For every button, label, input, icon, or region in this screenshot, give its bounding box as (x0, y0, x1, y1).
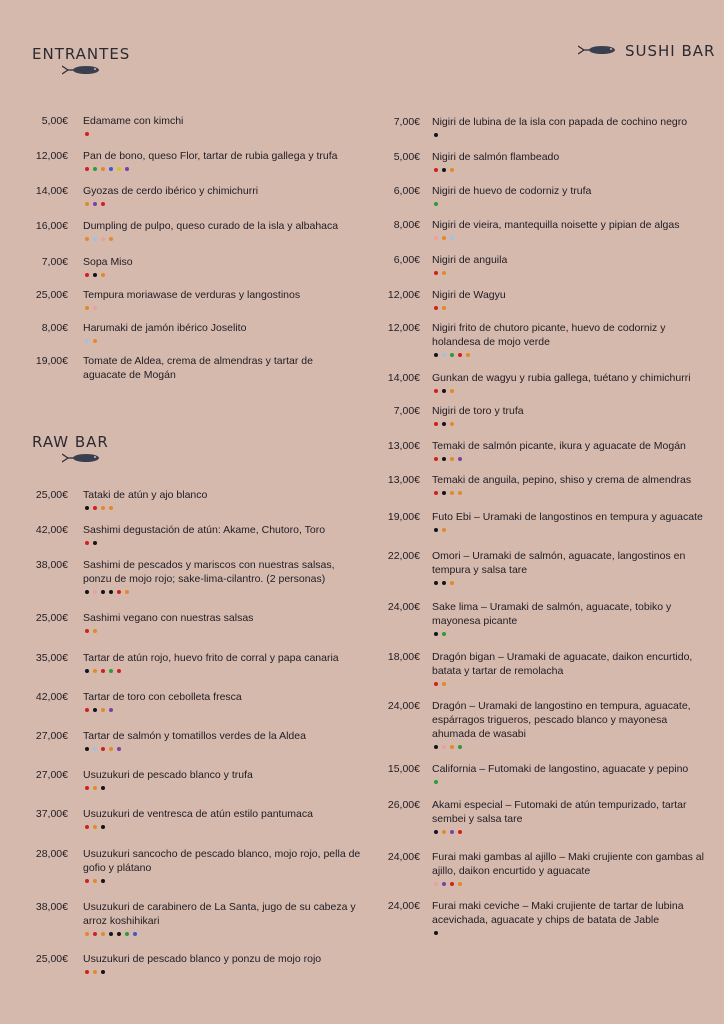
menu-item-price: 24,00€ (387, 700, 420, 712)
menu-item-price: 38,00€ (35, 559, 68, 571)
menu-item-price: 26,00€ (387, 799, 420, 811)
entrantes-title: ENTRANTES (32, 45, 131, 63)
menu-item-price: 5,00€ (41, 115, 68, 127)
allergen-dot-icon (442, 353, 446, 357)
allergen-dot-icon (93, 786, 97, 790)
menu-item-price: 7,00€ (393, 116, 420, 128)
allergen-dot-icon (109, 167, 113, 171)
allergen-dots (85, 747, 121, 751)
menu-item-name: Furai maki gambas al ajillo – Maki crujiente con gambas al ajillo, daikon encurtido y aguacate (432, 851, 704, 877)
allergen-dots (85, 202, 105, 206)
allergen-dot-icon (434, 528, 438, 532)
menu-item-price: 8,00€ (41, 322, 68, 334)
menu-item-name: Tartar de toro con cebolleta fresca (83, 691, 242, 703)
allergen-dot-icon (109, 506, 113, 510)
allergen-dots (434, 168, 454, 172)
allergen-dot-icon (101, 237, 105, 241)
allergen-dot-icon (434, 682, 438, 686)
allergen-dot-icon (450, 168, 454, 172)
allergen-dot-icon (101, 786, 105, 790)
allergen-dot-icon (101, 932, 105, 936)
allergen-dot-icon (117, 932, 121, 936)
menu-item-name: Futo Ebi – Uramaki de langostinos en tempura y aguacate (432, 511, 703, 523)
allergen-dot-icon (109, 237, 113, 241)
allergen-dot-icon (434, 632, 438, 636)
allergen-dot-icon (450, 422, 454, 426)
allergen-dot-icon (434, 830, 438, 834)
allergen-dots (434, 581, 454, 585)
menu-item-price: 16,00€ (35, 220, 68, 232)
allergen-dot-icon (85, 132, 89, 136)
allergen-dot-icon (101, 825, 105, 829)
menu-item-name: Usuzukuri de ventresca de atún estilo pantumaca (83, 808, 313, 820)
menu-item-price: 42,00€ (35, 524, 68, 536)
allergen-dot-icon (442, 168, 446, 172)
allergen-dots (434, 682, 446, 686)
menu-item-price: 28,00€ (35, 848, 68, 860)
allergen-dot-icon (109, 747, 113, 751)
allergen-dot-icon (458, 457, 462, 461)
allergen-dot-icon (434, 133, 438, 137)
menu-item-price: 37,00€ (35, 808, 68, 820)
menu-item-name: Tempura moriawase de verduras y langostinos (83, 289, 301, 301)
allergen-dot-icon (85, 669, 89, 673)
fish-icon (578, 44, 618, 56)
menu-item-name: Sashimi degustación de atún: Akame, Chutoro, Toro (83, 524, 326, 536)
allergen-dot-icon (93, 970, 97, 974)
allergen-dots (434, 271, 446, 275)
allergen-dot-icon (434, 491, 438, 495)
allergen-dots (434, 306, 446, 310)
allergen-dot-icon (450, 882, 454, 886)
menu-item-price: 25,00€ (35, 953, 68, 965)
menu-item-name: Nigiri de lubina de la isla con papada de cochino negro (432, 116, 688, 128)
allergen-dots (434, 745, 462, 749)
allergen-dot-icon (101, 970, 105, 974)
menu-item-name: Nigiri de salmón flambeado (432, 151, 560, 163)
menu-item-name: Sopa Miso (83, 256, 133, 268)
allergen-dot-icon (442, 632, 446, 636)
allergen-dot-icon (85, 167, 89, 171)
menu-item-price: 25,00€ (35, 612, 68, 624)
allergen-dot-icon (442, 581, 446, 585)
allergen-dots (85, 167, 129, 171)
menu-item-price: 38,00€ (35, 901, 68, 913)
allergen-dot-icon (85, 932, 89, 936)
allergen-dot-icon (434, 931, 438, 935)
allergen-dot-icon (450, 830, 454, 834)
allergen-dot-icon (85, 786, 89, 790)
menu-item-name: Temaki de salmón picante, ikura y aguacate de Mogán (432, 440, 686, 452)
allergen-dot-icon (93, 825, 97, 829)
allergen-dot-icon (125, 590, 129, 594)
menu-item-price: 27,00€ (35, 769, 68, 781)
allergen-dots (85, 708, 113, 712)
allergen-dot-icon (93, 541, 97, 545)
menu-item-price: 42,00€ (35, 691, 68, 703)
allergen-dot-icon (117, 167, 121, 171)
allergen-dots (434, 236, 454, 240)
allergen-dots (434, 491, 462, 495)
menu-item-name: Sake lima – Uramaki de salmón, aguacate, tobiko y mayonesa picante (432, 601, 672, 627)
allergen-dot-icon (450, 491, 454, 495)
allergen-dot-icon (442, 528, 446, 532)
menu-item-name: Nigiri de huevo de codorniz y trufa (432, 185, 592, 197)
allergen-dot-icon (133, 932, 137, 936)
allergen-dot-icon (442, 830, 446, 834)
allergen-dot-icon (434, 422, 438, 426)
allergen-dots (85, 339, 97, 343)
allergen-dot-icon (85, 237, 89, 241)
menu-item-price: 18,00€ (387, 651, 420, 663)
allergen-dot-icon (93, 167, 97, 171)
allergen-dot-icon (434, 745, 438, 749)
allergen-dot-icon (85, 629, 89, 633)
allergen-dots (434, 353, 470, 357)
allergen-dots (85, 306, 97, 310)
allergen-dot-icon (85, 590, 89, 594)
menu-item-price: 12,00€ (387, 322, 420, 334)
allergen-dots (434, 780, 438, 784)
allergen-dot-icon (450, 457, 454, 461)
allergen-dot-icon (442, 306, 446, 310)
allergen-dot-icon (434, 457, 438, 461)
allergen-dot-icon (458, 830, 462, 834)
allergen-dot-icon (93, 506, 97, 510)
allergen-dots (85, 786, 105, 790)
menu-item-price: 13,00€ (387, 440, 420, 452)
menu-item-name: Nigiri de toro y trufa (432, 405, 524, 417)
menu-item-name: Pan de bono, queso Flor, tartar de rubia gallega y trufa (83, 150, 338, 162)
menu-item-name: Nigiri de anguila (432, 254, 508, 266)
allergen-dot-icon (93, 273, 97, 277)
menu-item-price: 12,00€ (35, 150, 68, 162)
allergen-dot-icon (450, 353, 454, 357)
allergen-dot-icon (93, 237, 97, 241)
allergen-dot-icon (85, 541, 89, 545)
menu-item-price: 24,00€ (387, 851, 420, 863)
allergen-dot-icon (458, 491, 462, 495)
menu-item-price: 8,00€ (393, 219, 420, 231)
menu-item-name: Usuzukuri de pescado blanco y ponzu de mojo rojo (83, 953, 322, 965)
allergen-dot-icon (93, 932, 97, 936)
allergen-dots (85, 970, 105, 974)
allergen-dot-icon (109, 590, 113, 594)
menu-item-price: 25,00€ (35, 489, 68, 501)
allergen-dots (434, 202, 438, 206)
allergen-dot-icon (442, 271, 446, 275)
menu-item-name: Tartar de atún rojo, huevo frito de corral y papa canaria (83, 652, 339, 664)
allergen-dot-icon (434, 271, 438, 275)
allergen-dot-icon (109, 932, 113, 936)
allergen-dot-icon (101, 747, 105, 751)
allergen-dot-icon (93, 202, 97, 206)
allergen-dots (434, 389, 454, 393)
allergen-dots (434, 931, 438, 935)
menu-item-name: Furai maki ceviche – Maki crujiente de tartar de lubina acevichada, aguacate y chips de batata de Jable (432, 900, 684, 926)
allergen-dot-icon (85, 708, 89, 712)
allergen-dot-icon (434, 236, 438, 240)
menu-item-price: 5,00€ (393, 151, 420, 163)
menu-item-name: Harumaki de jamón ibérico Joselito (83, 322, 247, 334)
menu-item-price: 15,00€ (387, 763, 420, 775)
menu-item-name: Omori – Uramaki de salmón, aguacate, langostinos en tempura y salsa tare (432, 550, 686, 576)
allergen-dots (434, 830, 462, 834)
allergen-dots (85, 932, 137, 936)
allergen-dot-icon (85, 506, 89, 510)
menu-item-price: 19,00€ (35, 355, 68, 367)
allergen-dots (434, 457, 462, 461)
allergen-dot-icon (93, 629, 97, 633)
allergen-dot-icon (101, 167, 105, 171)
allergen-dot-icon (85, 879, 89, 883)
allergen-dot-icon (450, 389, 454, 393)
sushi-bar-title: SUSHI BAR (625, 42, 716, 60)
menu-item-price: 22,00€ (387, 550, 420, 562)
menu-item-price: 12,00€ (387, 289, 420, 301)
menu-item-name: Dragón bigan – Uramaki de aguacate, daikon encurtido, batata y tartar de remolacha (432, 651, 693, 677)
menu-item-price: 14,00€ (35, 185, 68, 197)
allergen-dot-icon (458, 745, 462, 749)
allergen-dot-icon (434, 581, 438, 585)
allergen-dot-icon (101, 506, 105, 510)
allergen-dots (85, 590, 129, 594)
allergen-dots (434, 422, 454, 426)
allergen-dot-icon (458, 882, 462, 886)
allergen-dot-icon (458, 353, 462, 357)
menu-item-name: Tomate de Aldea, crema de almendras y tartar de aguacate de Mogán (83, 355, 313, 381)
menu-item-name: Edamame con kimchi (83, 115, 184, 127)
allergen-dots (85, 541, 97, 545)
fish-icon (62, 452, 102, 464)
allergen-dot-icon (101, 202, 105, 206)
allergen-dot-icon (442, 682, 446, 686)
allergen-dot-icon (85, 747, 89, 751)
allergen-dot-icon (85, 970, 89, 974)
allergen-dot-icon (85, 825, 89, 829)
allergen-dot-icon (450, 745, 454, 749)
fish-icon (62, 64, 102, 76)
allergen-dots (85, 629, 97, 633)
allergen-dot-icon (442, 389, 446, 393)
allergen-dot-icon (93, 747, 97, 751)
allergen-dot-icon (442, 491, 446, 495)
allergen-dot-icon (93, 708, 97, 712)
allergen-dots (434, 882, 462, 886)
menu-item-name: Akami especial – Futomaki de atún tempurizado, tartar sembei y salsa tare (432, 799, 687, 825)
allergen-dots (85, 825, 105, 829)
allergen-dot-icon (117, 590, 121, 594)
allergen-dot-icon (101, 669, 105, 673)
allergen-dot-icon (442, 422, 446, 426)
menu-item-name: Usuzukuri de carabinero de La Santa, jugo de su cabeza y arroz koshihikari (83, 901, 356, 927)
allergen-dots (85, 237, 113, 241)
menu-item-price: 6,00€ (393, 185, 420, 197)
allergen-dot-icon (101, 879, 105, 883)
menu-item-name: Usuzukuri sancocho de pescado blanco, mojo rojo, pella de gofio y plátano (83, 848, 361, 874)
allergen-dot-icon (434, 202, 438, 206)
menu-item-price: 7,00€ (41, 256, 68, 268)
allergen-dot-icon (109, 669, 113, 673)
allergen-dot-icon (93, 669, 97, 673)
menu-item-name: Nigiri de vieira, mantequilla noisette y pipian de algas (432, 219, 680, 231)
allergen-dot-icon (442, 745, 446, 749)
menu-item-name: Nigiri de Wagyu (432, 289, 506, 301)
allergen-dot-icon (117, 747, 121, 751)
menu-item-name: Nigiri frito de chutoro picante, huevo de codorniz y holandesa de mojo verde (432, 322, 666, 348)
menu-item-price: 13,00€ (387, 474, 420, 486)
allergen-dot-icon (93, 590, 97, 594)
allergen-dot-icon (101, 273, 105, 277)
allergen-dots (434, 632, 446, 636)
menu-item-name: Dragón – Uramaki de langostino en tempura, aguacate, espárragos trigueros, pescado blanco y mayonesa ahumada de wasabi (432, 700, 691, 740)
allergen-dot-icon (93, 306, 97, 310)
allergen-dot-icon (434, 882, 438, 886)
raw-bar-title: RAW BAR (32, 433, 109, 451)
menu-item-price: 24,00€ (387, 900, 420, 912)
menu-item-name: Dumpling de pulpo, queso curado de la isla y albahaca (83, 220, 339, 232)
menu-item-name: Tartar de salmón y tomatillos verdes de la Aldea (83, 730, 306, 742)
allergen-dot-icon (450, 581, 454, 585)
allergen-dot-icon (93, 339, 97, 343)
menu-item-price: 24,00€ (387, 601, 420, 613)
allergen-dots (85, 669, 121, 673)
allergen-dots (85, 132, 89, 136)
allergen-dot-icon (442, 882, 446, 886)
allergen-dot-icon (117, 669, 121, 673)
allergen-dots (434, 528, 446, 532)
allergen-dots (85, 879, 105, 883)
menu-item-price: 19,00€ (387, 511, 420, 523)
allergen-dot-icon (442, 457, 446, 461)
allergen-dot-icon (434, 168, 438, 172)
allergen-dot-icon (101, 708, 105, 712)
allergen-dot-icon (434, 306, 438, 310)
allergen-dot-icon (85, 273, 89, 277)
menu-item-price: 25,00€ (35, 289, 68, 301)
menu-item-price: 6,00€ (393, 254, 420, 266)
menu-item-name: Sashimi vegano con nuestras salsas (83, 612, 254, 624)
allergen-dot-icon (466, 353, 470, 357)
menu-item-price: 27,00€ (35, 730, 68, 742)
allergen-dot-icon (85, 202, 89, 206)
allergen-dot-icon (109, 708, 113, 712)
allergen-dot-icon (85, 339, 89, 343)
allergen-dot-icon (434, 389, 438, 393)
allergen-dot-icon (93, 879, 97, 883)
allergen-dot-icon (101, 590, 105, 594)
allergen-dot-icon (125, 932, 129, 936)
allergen-dots (85, 273, 105, 277)
allergen-dots (85, 506, 113, 510)
menu-item-name: California – Futomaki de langostino, aguacate y pepino (432, 763, 689, 775)
menu-item-price: 35,00€ (35, 652, 68, 664)
allergen-dot-icon (125, 167, 129, 171)
menu-item-name: Tataki de atún y ajo blanco (83, 489, 208, 501)
allergen-dot-icon (434, 353, 438, 357)
menu-item-name: Temaki de anguila, pepino, shiso y crema de almendras (432, 474, 692, 486)
menu-item-name: Gyozas de cerdo ibérico y chimichurri (83, 185, 259, 197)
allergen-dot-icon (85, 306, 89, 310)
menu-item-name: Usuzukuri de pescado blanco y trufa (83, 769, 253, 781)
allergen-dot-icon (434, 780, 438, 784)
allergen-dots (434, 133, 438, 137)
menu-item-name: Gunkan de wagyu y rubia gallega, tuétano y chimichurri (432, 372, 691, 384)
menu-item-price: 14,00€ (387, 372, 420, 384)
allergen-dot-icon (450, 236, 454, 240)
allergen-dot-icon (442, 236, 446, 240)
menu-item-name: Sashimi de pescados y mariscos con nuestras salsas, ponzu de mojo rojo; sake-lima-cilantro. (2 personas) (83, 559, 335, 585)
menu-item-price: 7,00€ (393, 405, 420, 417)
